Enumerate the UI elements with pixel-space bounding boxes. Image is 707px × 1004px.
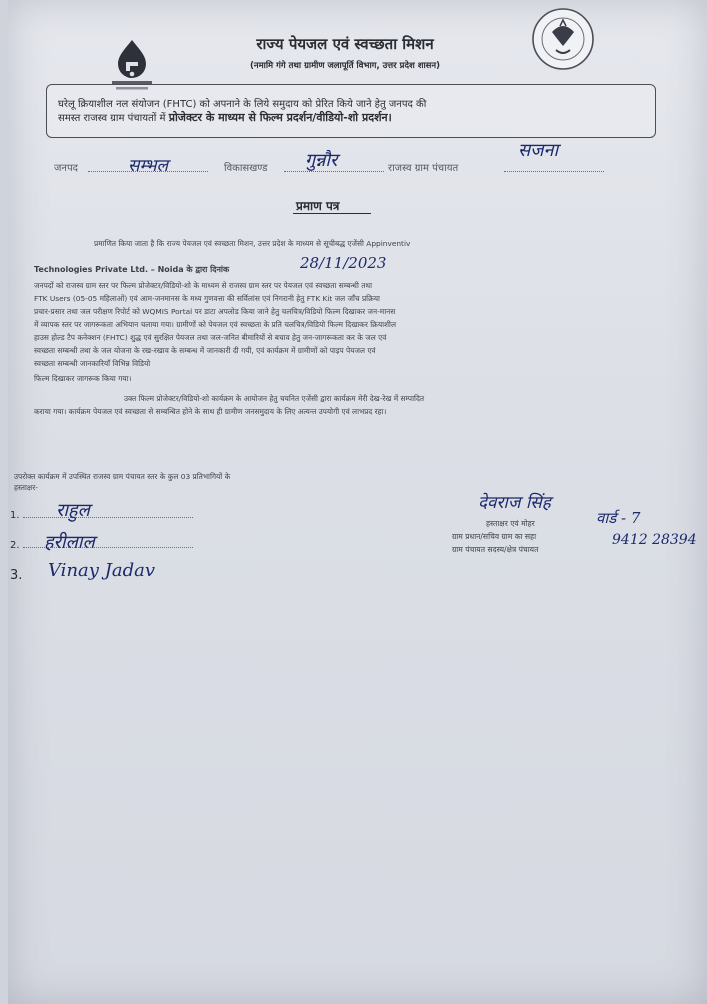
gram-panchayat-value: सजना	[518, 140, 559, 161]
gram-panchayat-underline	[504, 164, 604, 175]
header-title: राज्य पेयजल एवं स्वच्छता मिशन	[256, 35, 434, 53]
phone-number: 9412 28394	[612, 532, 697, 548]
up-state-emblem-icon	[530, 6, 596, 72]
body-line: जनपदों को राजस्व ग्राम स्तर पर फिल्म प्रोजेक्टर/विडियो-शो के माध्यम से राजस्व ग्राम स्तर पर पेयजल एवं स्वच्छता सम्बन्धी तथा	[34, 281, 373, 290]
body-line: फिल्म दिखाकर जागरूक किया गया।	[34, 374, 132, 383]
program-date: 28/11/2023	[300, 254, 387, 272]
district-value: सम्भल	[128, 156, 169, 176]
body-line: FTK Users (05-05 महिलाओं) एवं आम-जनमानस के मध्य गुणवत्ता की सर्विलांस एवं निगरानी हेतु FTK Kit जल जाँच प्रक्रिया	[34, 294, 380, 303]
certificate-title: प्रमाण पत्र	[296, 199, 340, 213]
signature-row-2	[10, 540, 193, 551]
body-line: स्वच्छता सम्बन्धी जानकारियाँ विभिन्न विडियो	[34, 359, 151, 368]
banner-line-1: घरेलू क्रियाशील नल संयोजन (FHTC) को अपनाने के लिये समुदाय को प्रेरित किये जाने हेतु जनपद की	[58, 99, 427, 110]
signatures-intro-2: हस्ताक्षर-	[14, 483, 38, 492]
body-line: हाउस होल्ड टैप कनेक्शन (FHTC) शुद्ध एवं सुरक्षित पेयजल तथा जल-जनित बीमारियों से बचाव हेतु जन-जागरूकता कर के जल एवं	[34, 333, 387, 342]
document-paper	[8, 0, 707, 1004]
signature-name: हरीलाल	[44, 532, 95, 553]
signatures-intro: उपरोक्त कार्यक्रम में उपस्थित राजस्व ग्राम पंचायत स्तर के कुल 03 प्रतिभागियों के	[14, 472, 231, 481]
banner-line-2	[58, 110, 648, 125]
header-subtitle: (नमामि गंगे तथा ग्रामीण जलापूर्ति विभाग, उत्तर प्रदेश शासन)	[249, 61, 441, 71]
signature-number: 1.	[10, 510, 20, 521]
district-label: जनपद	[54, 163, 78, 174]
signature-number: 2.	[10, 540, 20, 551]
block-value: गुन्नौर	[305, 150, 338, 171]
body-line: उक्त फिल्म प्रोजेक्टर/विडियो-शो कार्यक्रम के आयोजन हेतु चयनित एजेंसी द्वारा कार्यक्रम मेरी देख-रेख में सम्पादित	[124, 394, 425, 403]
signature-name: Vinay Jadav	[48, 560, 156, 581]
sign-label-2: ग्राम प्रधान/सचिव ग्राम का सहा	[452, 532, 537, 541]
ward-number: वार्ड - 7	[596, 509, 641, 527]
signature-row-3	[10, 568, 22, 583]
certificate-title-underline	[293, 213, 371, 214]
signature-name: राहुल	[56, 500, 90, 521]
body-line: प्रचार-प्रसार तथा जल परीक्षण रिपोर्ट को WQMIS Portal पर डाटा अपलोड किया जाने हेतु चलचित्र/विडियो फिल्म दिखाकर जन-मानस	[34, 307, 396, 316]
banner-line-2-bold: प्रोजेक्टर के माध्यम से फिल्म प्रदर्शन/वीडियो-शो प्रदर्शन।	[168, 111, 392, 124]
body-line: प्रमाणित किया जाता है कि राज्य पेयजल एवं स्वच्छता मिशन, उत्तर प्रदेश के माध्यम से सूचीबद्ध एजेंसी Appinventiv	[94, 239, 411, 248]
signature-number: 3.	[10, 568, 23, 583]
body-line: कराया गया। कार्यक्रम पेयजल एवं स्वच्छता से सम्बन्धित होने के साथ ही ग्रामीण जनसमुदाय के लिए अत्यन्त उपयोगी एवं लाभप्रद रहा।	[34, 407, 387, 416]
body-line: में व्यापक स्तर पर जागरूकता अभियान चलाया गया। ग्रामीणों को पेयजल एवं स्वच्छता के प्रति चलचित्र/विडियो फिल्म दिखाकर क्रियाशील	[34, 320, 396, 329]
pradhan-signature: देवराज सिंह	[478, 493, 551, 513]
signature-row-1	[10, 510, 193, 521]
body-line: Technologies Private Ltd. – Noida के द्वारा दिनांक	[34, 265, 230, 274]
block-label: विकासखण्ड	[224, 163, 268, 174]
sign-label-1: हस्ताक्षर एवं मोहर	[486, 519, 535, 528]
gram-panchayat-label: राजस्व ग्राम पंचायत	[388, 163, 459, 174]
sign-label-3: ग्राम पंचायत सदस्य/क्षेत्र पंचायत	[452, 545, 539, 554]
banner-line-2-prefix: समस्त राजस्व ग्राम पंचायतों में	[58, 113, 166, 124]
body-line: स्वच्छता सम्बन्धी तथा के जल योजना के रख-रखाव के सम्बन्ध में जानकारी दी गयी, एवं कार्यक्रम में ग्रामीणों को पाइप पेयजल एवं	[34, 346, 376, 355]
signature-line	[23, 517, 193, 518]
